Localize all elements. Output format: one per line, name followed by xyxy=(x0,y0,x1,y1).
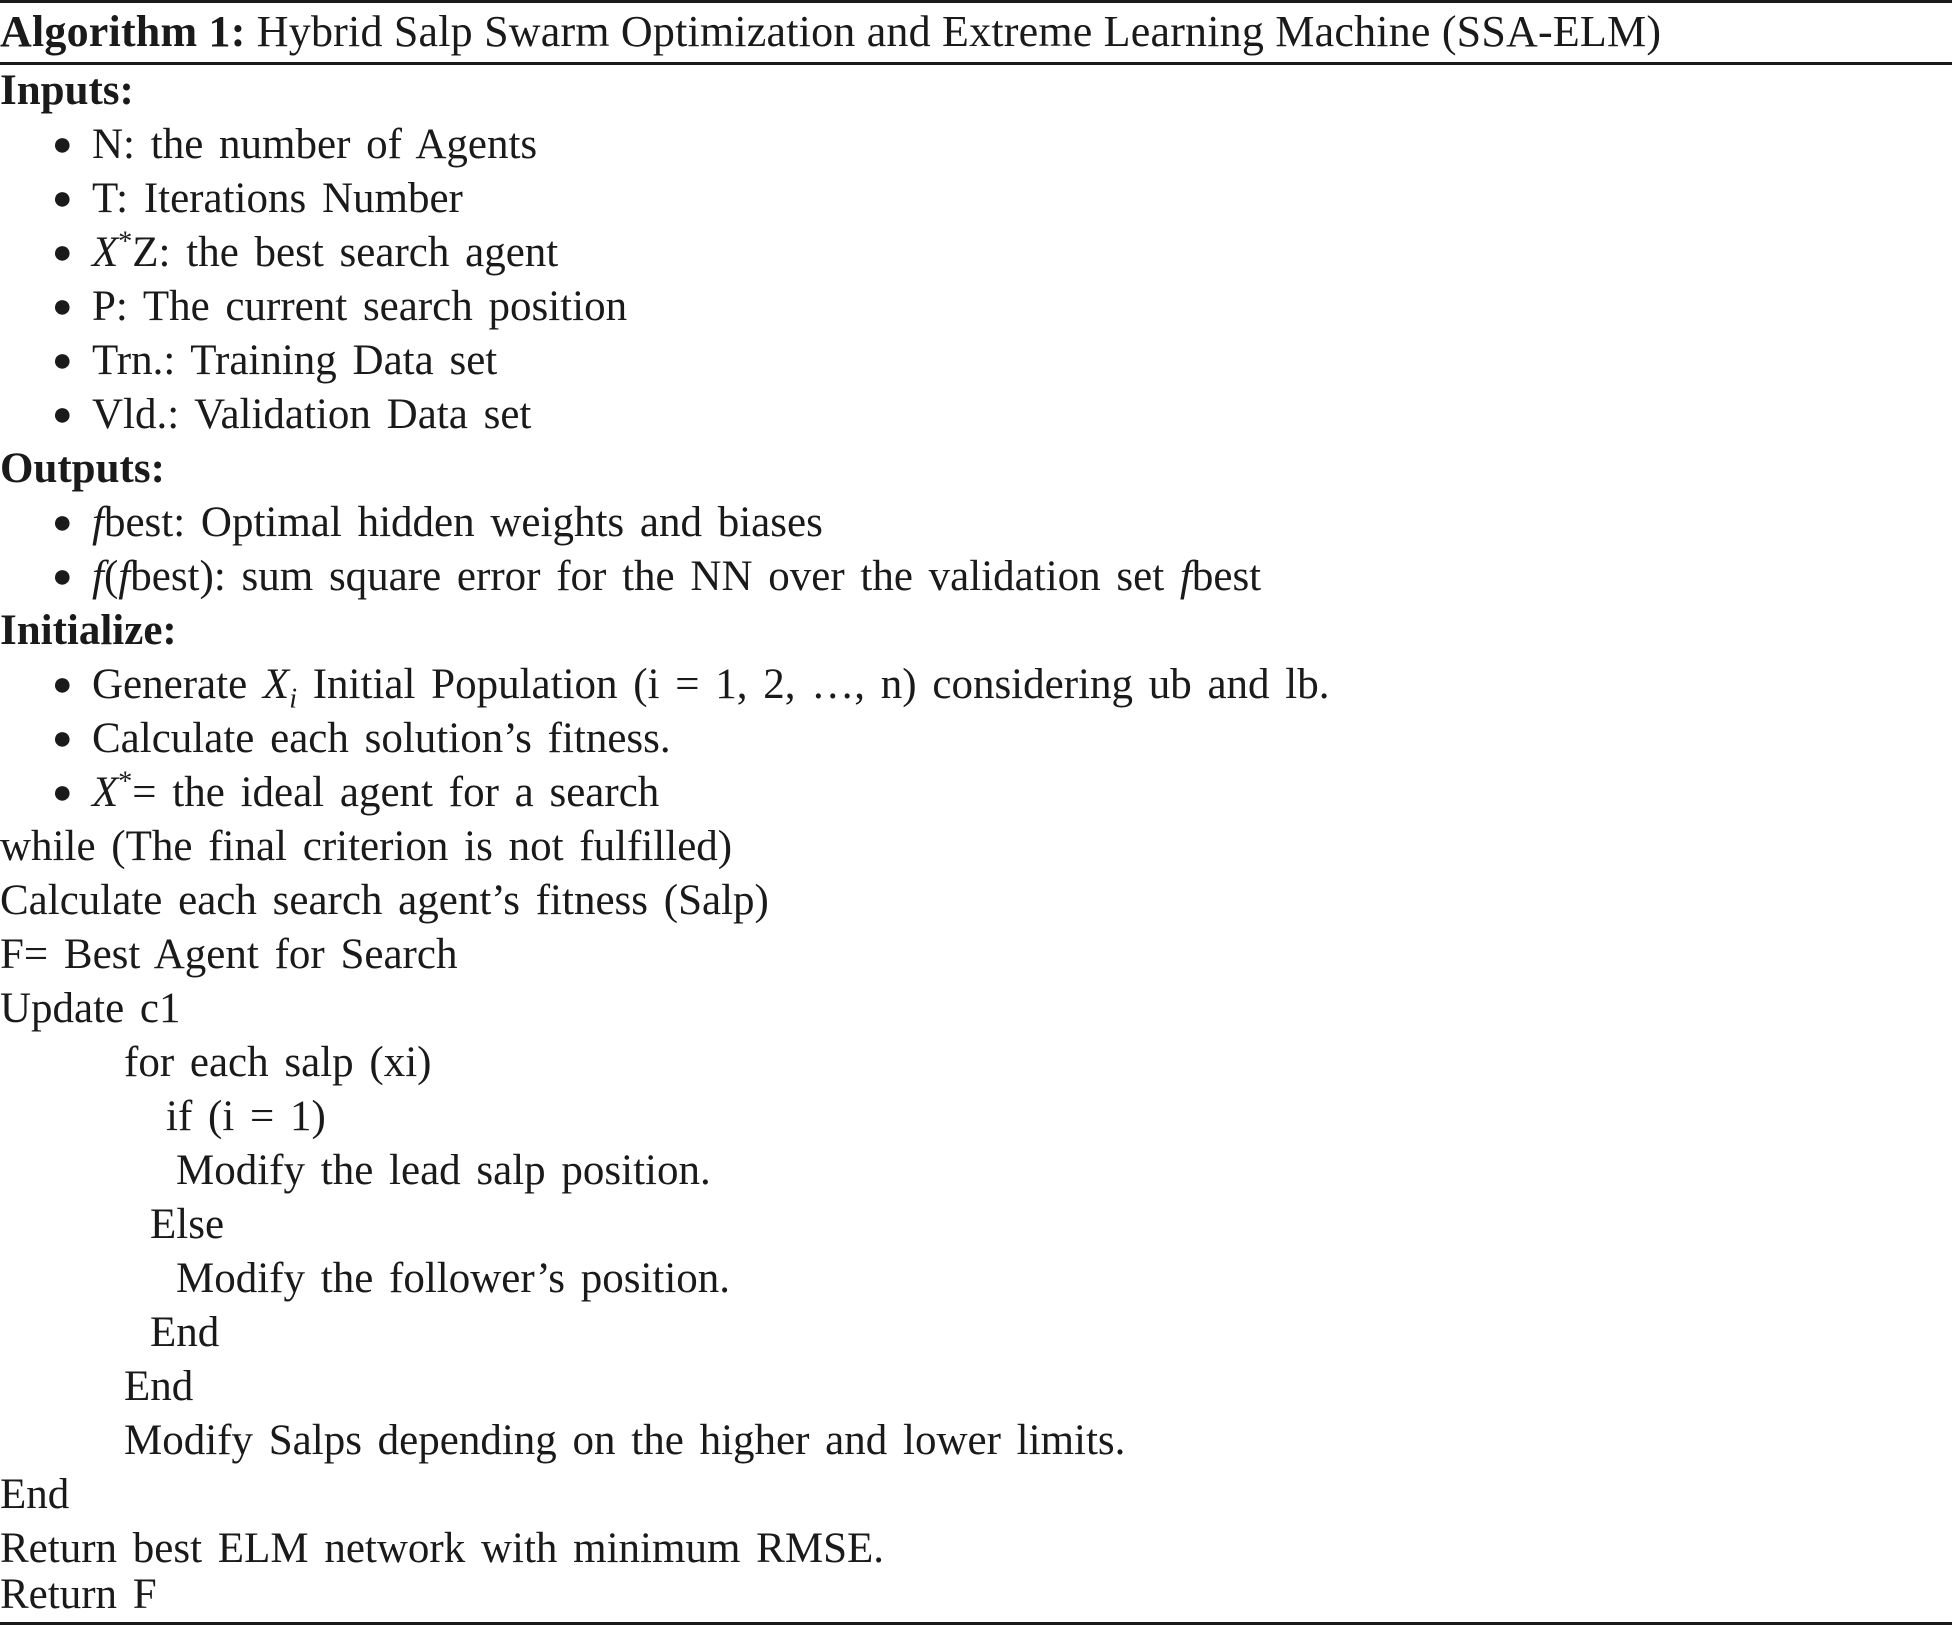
code-line-while: while (The final criterion is not fulfilled) xyxy=(0,823,733,870)
input-item-text: T: Iterations Number xyxy=(92,175,463,222)
code-line-return: Return best ELM network with minimum RMSE. xyxy=(0,1525,884,1572)
bullet-icon: ● xyxy=(52,342,73,379)
code-line-end: End xyxy=(150,1309,220,1356)
input-item-text xyxy=(92,226,558,280)
math-symbol: f xyxy=(92,499,104,546)
code-line: Calculate each search agent’s fitness (Salp) xyxy=(0,877,769,924)
bullet-icon: ● xyxy=(52,504,73,541)
code-line: Modify Salps depending on the higher and lower limits. xyxy=(124,1417,1126,1464)
bullet-icon: ● xyxy=(52,126,73,163)
bullet-icon: ● xyxy=(52,396,73,433)
item-text: Z: the best search agent xyxy=(132,229,559,276)
output-item-text xyxy=(92,550,1261,604)
code-line-end: End xyxy=(124,1363,194,1410)
code-line-for: for each salp (xi) xyxy=(124,1039,432,1086)
code-line: Modify the lead salp position. xyxy=(176,1147,711,1194)
paren: ( xyxy=(103,553,119,600)
outputs-heading: Outputs: xyxy=(0,445,165,492)
bullet-icon: ● xyxy=(52,666,73,703)
math-symbol: f xyxy=(118,553,131,600)
input-item-text: N: the number of Agents xyxy=(92,121,538,168)
math-symbol: X xyxy=(262,661,290,708)
item-text: = the ideal agent for a search xyxy=(132,769,660,816)
bullet-icon: ● xyxy=(52,180,73,217)
algorithm-caption xyxy=(0,4,1661,60)
code-line-end: End xyxy=(0,1471,70,1518)
code-line: F= Best Agent for Search xyxy=(0,931,458,978)
initialize-item-text: Calculate each solution’s fitness. xyxy=(92,715,671,762)
bullet-icon: ● xyxy=(52,234,73,271)
caption-rule xyxy=(0,62,1952,65)
input-item-text: Vld.: Validation Data set xyxy=(92,391,532,438)
initialize-item-text xyxy=(92,766,659,820)
code-line-else: Else xyxy=(150,1201,225,1248)
bottom-rule xyxy=(0,1622,1952,1625)
math-symbol: X xyxy=(92,769,119,816)
code-line: Modify the follower’s position. xyxy=(176,1255,731,1302)
bullet-icon: ● xyxy=(52,774,73,811)
math-symbol: f xyxy=(92,553,104,600)
code-line: Update c1 xyxy=(0,985,181,1032)
bullet-icon: ● xyxy=(52,558,73,595)
bullet-icon: ● xyxy=(52,288,73,325)
code-line-if: if (i = 1) xyxy=(166,1093,326,1140)
initialize-item-text xyxy=(92,658,1330,715)
math-superscript: * xyxy=(118,226,133,258)
math-symbol: X xyxy=(92,229,119,276)
item-prefix: Generate xyxy=(92,661,263,708)
math-subscript: i xyxy=(289,683,297,715)
bullet-icon: ● xyxy=(52,720,73,757)
caption-label: Algorithm 1: xyxy=(0,7,246,56)
initialize-heading: Initialize: xyxy=(0,607,177,654)
code-line-return: Return F xyxy=(0,1571,157,1618)
top-rule xyxy=(0,0,1952,3)
item-text: Initial Population (i = 1, 2, …, n) considering ub and lb. xyxy=(296,661,1330,708)
math-symbol: f xyxy=(1179,553,1192,600)
input-item-text: P: The current search position xyxy=(92,283,628,330)
caption-title: Hybrid Salp Swarm Optimization and Extreme Learning Machine (SSA-ELM) xyxy=(256,7,1662,56)
output-item-text xyxy=(92,496,823,550)
item-text-tail: best xyxy=(1191,553,1262,600)
math-superscript: * xyxy=(118,766,133,798)
item-text: best: Optimal hidden weights and biases xyxy=(103,499,823,546)
input-item-text: Trn.: Training Data set xyxy=(92,337,498,384)
item-text: best): sum square error for the NN over the validation set xyxy=(130,553,1180,600)
inputs-heading: Inputs: xyxy=(0,67,134,114)
